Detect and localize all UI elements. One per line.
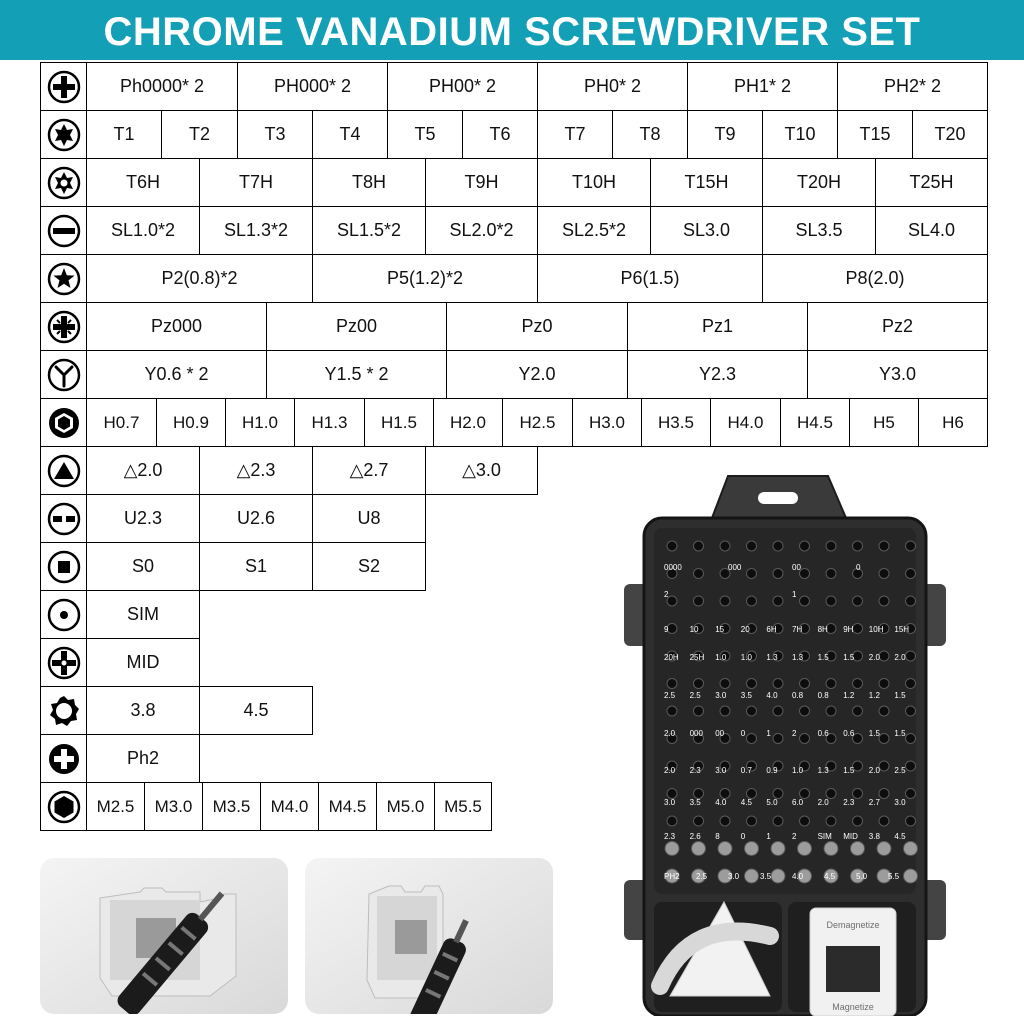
bit-size-cell: 3.8 — [86, 686, 200, 735]
case-bit — [800, 816, 810, 826]
bit-size-cell: Y1.5 * 2 — [266, 350, 447, 399]
bit-size-cell: SL1.3*2 — [199, 206, 313, 255]
bit-size-cell: H3.5 — [641, 398, 711, 447]
bit-size-cell: H1.5 — [364, 398, 434, 447]
screwdriver-case-photo — [620, 466, 950, 1016]
gear-socket-icon — [40, 686, 87, 735]
case-bit — [800, 541, 810, 551]
bit-size-cell: SL1.0*2 — [86, 206, 200, 255]
bit-size-cell: M4.0 — [260, 782, 319, 831]
case-bit — [667, 541, 677, 551]
triangle-icon — [40, 446, 87, 495]
case-bit-label: 2.5 — [894, 766, 906, 775]
magnetize-label: Magnetize — [832, 1002, 874, 1012]
case-bit-label: 3.8 — [868, 832, 880, 841]
case-bit-label: 1.2 — [868, 691, 880, 700]
case-bit — [906, 789, 916, 799]
case-bit — [906, 816, 916, 826]
case-bit-label: 00 — [715, 729, 725, 738]
case-bit — [879, 596, 889, 606]
torx-icon — [40, 110, 87, 159]
case-bit — [879, 651, 889, 661]
bit-size-cell: T9H — [425, 158, 538, 207]
case-bit-label: 0.6 — [817, 729, 829, 738]
bit-size-cell: H2.5 — [502, 398, 573, 447]
case-bit-label: 000 — [689, 729, 703, 738]
bit-size-cell: T6H — [86, 158, 200, 207]
case-bit — [906, 761, 916, 771]
case-bit — [826, 816, 836, 826]
case-bit — [906, 734, 916, 744]
case-bit-label: 2 — [792, 832, 797, 841]
pentalobe-icon — [40, 254, 87, 303]
u-shape-icon — [40, 494, 87, 543]
case-bit-label: 2.0 — [894, 653, 906, 662]
case-bit-label: 2.3 — [689, 766, 701, 775]
bit-size-cell: T1 — [86, 110, 162, 159]
case-bit-label: 10H — [868, 625, 884, 634]
bit-size-cell: T7 — [537, 110, 613, 159]
bit-size-cell: SL1.5*2 — [312, 206, 426, 255]
bit-size-cell: P2(0.8)*2 — [86, 254, 313, 303]
hex-socket-icon — [40, 782, 87, 831]
bit-size-cell: SL3.0 — [650, 206, 763, 255]
case-bit — [800, 679, 810, 689]
pozidriv-icon — [40, 302, 87, 351]
bit-size-cell: Pz00 — [266, 302, 447, 351]
case-bit — [720, 596, 730, 606]
case-bit — [667, 789, 677, 799]
bit-size-cell: P6(1.5) — [537, 254, 763, 303]
bit-size-cell: T5 — [387, 110, 463, 159]
case-bit-label: 15 — [715, 625, 725, 634]
case-bit — [800, 789, 810, 799]
case-bit-label: 2.0 — [817, 798, 829, 807]
case-bit — [853, 541, 863, 551]
case-bit-label: 4.5 — [824, 872, 836, 881]
case-bit-label: 4.0 — [766, 691, 778, 700]
case-bit-label: 3.5 — [740, 691, 752, 700]
case-bit — [800, 569, 810, 579]
page-title: CHROME VANADIUM SCREWDRIVER SET — [103, 10, 921, 54]
case-bit-label: 0 — [740, 832, 746, 841]
case-bit — [771, 869, 785, 883]
case-bit — [747, 679, 757, 689]
case-bit — [667, 624, 677, 634]
demagnetize-label: Demagnetize — [826, 920, 880, 930]
case-bit-label: 1.3 — [817, 766, 829, 775]
phillips-icon — [40, 62, 87, 111]
case-bit — [853, 816, 863, 826]
bit-size-cell: PH1* 2 — [687, 62, 838, 111]
bit-size-cell: △2.0 — [86, 446, 200, 495]
bit-size-cell: P5(1.2)*2 — [312, 254, 538, 303]
case-bit-label: 1.5 — [843, 653, 855, 662]
case-bit — [824, 842, 838, 856]
bit-size-cell: SL2.5*2 — [537, 206, 651, 255]
case-bit — [747, 569, 757, 579]
bit-size-cell: H6 — [918, 398, 988, 447]
case-bit-label: 4.0 — [792, 872, 804, 881]
case-bit-label: 5.0 — [856, 872, 868, 881]
bit-size-cell: M3.0 — [144, 782, 203, 831]
case-bit — [773, 734, 783, 744]
case-bit-label: 8H — [817, 625, 828, 634]
case-bit-label: 1 — [766, 729, 771, 738]
bit-size-cell: △2.7 — [312, 446, 426, 495]
bit-size-cell: H1.3 — [294, 398, 365, 447]
case-bit — [773, 706, 783, 716]
magnetizer-photo-1 — [40, 858, 288, 1014]
bit-size-cell: T2 — [161, 110, 238, 159]
mid-icon — [40, 638, 87, 687]
case-bit — [906, 569, 916, 579]
case-bit — [694, 541, 704, 551]
case-bit — [906, 651, 916, 661]
case-bit — [694, 569, 704, 579]
case-bit — [906, 541, 916, 551]
case-bit-label: SIM — [817, 832, 832, 841]
bit-size-cell: T25H — [875, 158, 988, 207]
case-bit — [906, 679, 916, 689]
case-bit-label: 20H — [664, 653, 679, 662]
case-bit — [879, 706, 889, 716]
case-bit — [798, 842, 812, 856]
case-bit-label: 0.8 — [792, 691, 804, 700]
case-bit-label: 0.7 — [740, 766, 752, 775]
case-bit — [853, 679, 863, 689]
case-bit — [694, 679, 704, 689]
case-bit — [773, 679, 783, 689]
case-bit-label: 9 — [664, 625, 669, 634]
case-bit-label: 2.3 — [664, 832, 676, 841]
case-bit-label: 1.3 — [766, 653, 778, 662]
case-bit-label: 1.0 — [715, 653, 727, 662]
bit-size-cell: △2.3 — [199, 446, 313, 495]
case-bit — [773, 789, 783, 799]
case-bit — [745, 869, 759, 883]
case-bit — [853, 596, 863, 606]
bit-size-cell: T15H — [650, 158, 763, 207]
case-bit — [692, 842, 706, 856]
case-bit — [747, 816, 757, 826]
bit-size-cell: H2.0 — [433, 398, 503, 447]
bit-size-cell: Y0.6 * 2 — [86, 350, 267, 399]
case-bit — [720, 679, 730, 689]
bit-size-cell: T20H — [762, 158, 876, 207]
hex-icon — [40, 398, 87, 447]
bit-size-cell: SL2.0*2 — [425, 206, 538, 255]
bit-size-cell: U8 — [312, 494, 426, 543]
case-bit-label: 3.0 — [715, 691, 727, 700]
case-bit-label: 2.7 — [868, 798, 880, 807]
case-bit-label: 3.5 — [689, 798, 701, 807]
case-bit — [826, 706, 836, 716]
bit-size-cell: SIM — [86, 590, 200, 639]
case-bit — [853, 789, 863, 799]
case-bit — [720, 789, 730, 799]
case-bit — [826, 679, 836, 689]
case-bit — [906, 596, 916, 606]
case-bit — [853, 624, 863, 634]
case-bit-label: 1.0 — [740, 653, 752, 662]
case-bit-label: 5.0 — [766, 798, 778, 807]
case-bit — [906, 706, 916, 716]
case-bit-label: 1.5 — [894, 729, 906, 738]
magnetizer-photo-2 — [305, 858, 553, 1014]
bit-size-cell: H4.5 — [780, 398, 850, 447]
bit-size-cell: M3.5 — [202, 782, 261, 831]
case-bit — [718, 842, 732, 856]
bit-size-cell: SL3.5 — [762, 206, 876, 255]
case-bit-label: 0.9 — [766, 766, 778, 775]
case-bit-label: 1.5 — [894, 691, 906, 700]
case-bit — [667, 679, 677, 689]
case-bit — [800, 706, 810, 716]
case-bit-label: 2.5 — [689, 691, 701, 700]
case-bit-label: PH2 — [664, 872, 680, 881]
case-bit-label: 10 — [689, 625, 699, 634]
case-bit — [720, 816, 730, 826]
case-bit — [879, 569, 889, 579]
case-bit — [853, 706, 863, 716]
case-bit — [720, 541, 730, 551]
case-bit-label: 3.0 — [664, 798, 676, 807]
bit-size-cell: Y2.0 — [446, 350, 628, 399]
bit-size-cell: Pz2 — [807, 302, 988, 351]
case-bit-label: 1.5 — [843, 766, 855, 775]
case-bit — [773, 541, 783, 551]
case-bit-label: 2.6 — [689, 832, 701, 841]
case-bit-label: 0.8 — [817, 691, 829, 700]
case-bit-label: 4.0 — [715, 798, 727, 807]
case-bit-label: 1.2 — [843, 691, 855, 700]
case-bit-label: 1.0 — [792, 766, 804, 775]
case-bit — [904, 869, 918, 883]
case-bit — [879, 761, 889, 771]
sim-pin-icon — [40, 590, 87, 639]
case-bit — [667, 706, 677, 716]
bit-size-cell: T10 — [762, 110, 838, 159]
case-bit — [904, 842, 918, 856]
case-bit-label: 2.0 — [868, 653, 880, 662]
case-bit-label: 0 — [856, 563, 861, 572]
case-bit-label: 00 — [792, 563, 801, 572]
bit-size-cell: Pz0 — [446, 302, 628, 351]
case-bit — [879, 789, 889, 799]
case-bit — [773, 596, 783, 606]
bit-size-cell: Y3.0 — [807, 350, 988, 399]
cross-socket-icon — [40, 734, 87, 783]
case-bit-label: 5.5 — [888, 872, 900, 881]
case-bit-label: 000 — [728, 563, 742, 572]
case-bit-label: 2.5 — [696, 872, 708, 881]
case-bit — [747, 541, 757, 551]
case-bit — [747, 706, 757, 716]
bit-size-cell: T10H — [537, 158, 651, 207]
case-bit — [694, 706, 704, 716]
bit-size-cell: U2.3 — [86, 494, 200, 543]
bit-size-cell: T6 — [462, 110, 538, 159]
case-bit-label: 3.0 — [728, 872, 740, 881]
bit-size-cell: H0.9 — [156, 398, 226, 447]
case-bit — [826, 569, 836, 579]
case-bit-label: 1 — [792, 590, 797, 599]
case-bit-label: 2.0 — [868, 766, 880, 775]
case-bit-label: 2 — [664, 590, 669, 599]
case-bit — [771, 842, 785, 856]
case-bit-label: 0000 — [664, 563, 682, 572]
case-bit-label: 6.0 — [792, 798, 804, 807]
case-bit-label: 4.5 — [740, 798, 752, 807]
case-bit-label: 2.0 — [664, 729, 676, 738]
bit-size-cell: H3.0 — [572, 398, 642, 447]
bit-size-cell: M5.0 — [376, 782, 435, 831]
case-bit-label: 1 — [766, 832, 771, 841]
bit-size-cell: Pz1 — [627, 302, 808, 351]
case-bit — [745, 842, 759, 856]
case-bit — [773, 816, 783, 826]
case-bit — [667, 816, 677, 826]
case-bit-label: 2 — [792, 729, 797, 738]
case-bit — [747, 596, 757, 606]
case-bit-label: 25H — [689, 653, 705, 662]
case-bit — [879, 541, 889, 551]
bit-size-cell: MID — [86, 638, 200, 687]
bit-size-cell: M4.5 — [318, 782, 377, 831]
case-bit — [826, 541, 836, 551]
case-bit-label: 15H — [894, 625, 910, 634]
bit-size-cell: PH2* 2 — [837, 62, 988, 111]
slotted-icon — [40, 206, 87, 255]
case-bit-label: 3.0 — [894, 798, 906, 807]
bit-size-cell: M5.5 — [434, 782, 492, 831]
case-bit-label: 2.3 — [843, 798, 855, 807]
bit-size-cell: PH0* 2 — [537, 62, 688, 111]
bit-size-cell: T7H — [199, 158, 313, 207]
case-bit-label: 3.0 — [715, 766, 727, 775]
bit-size-cell: T9 — [687, 110, 763, 159]
case-bit-label: 4.5 — [894, 832, 906, 841]
bit-size-cell: PH000* 2 — [237, 62, 388, 111]
bit-size-cell: T8 — [612, 110, 688, 159]
case-bit — [879, 734, 889, 744]
case-bit-label: 1.5 — [868, 729, 880, 738]
case-bit — [694, 816, 704, 826]
case-bit — [747, 734, 757, 744]
case-bit — [747, 789, 757, 799]
case-bit — [877, 842, 891, 856]
case-bit-label: 6H — [766, 625, 777, 634]
case-bit-label: 2.5 — [664, 691, 676, 700]
case-bit-label: MID — [843, 832, 858, 841]
bit-size-cell: H5 — [849, 398, 919, 447]
bit-size-cell: Pz000 — [86, 302, 267, 351]
bit-size-cell: P8(2.0) — [762, 254, 988, 303]
case-bit-label: 1.3 — [792, 653, 804, 662]
case-bit — [800, 596, 810, 606]
bit-size-cell: PH00* 2 — [387, 62, 538, 111]
bit-size-cell: S0 — [86, 542, 200, 591]
case-bit-label: 1.5 — [817, 653, 829, 662]
bit-size-cell: H0.7 — [86, 398, 157, 447]
bit-size-cell: 4.5 — [199, 686, 313, 735]
bit-size-cell: T8H — [312, 158, 426, 207]
bit-size-cell: S2 — [312, 542, 426, 591]
case-bit-label: 9H — [843, 625, 854, 634]
case-bit-label: 0 — [740, 729, 746, 738]
case-bit — [826, 596, 836, 606]
case-bit — [879, 816, 889, 826]
bit-size-cell: T3 — [237, 110, 313, 159]
bit-size-cell: H1.0 — [225, 398, 295, 447]
case-bit-label: 20 — [740, 625, 750, 634]
case-bit — [773, 569, 783, 579]
tri-wing-icon — [40, 350, 87, 399]
bit-size-cell: SL4.0 — [875, 206, 988, 255]
bit-size-cell: Ph2 — [86, 734, 200, 783]
bit-size-cell: M2.5 — [86, 782, 145, 831]
bit-size-cell: T20 — [912, 110, 988, 159]
case-bit — [694, 596, 704, 606]
case-bit-label: 0.6 — [843, 729, 855, 738]
case-bit-label: 7H — [792, 625, 803, 634]
case-bit — [720, 706, 730, 716]
case-bit — [826, 789, 836, 799]
bit-size-cell: Ph0000* 2 — [86, 62, 238, 111]
bit-size-cell: T15 — [837, 110, 913, 159]
case-bit — [851, 842, 865, 856]
square-icon — [40, 542, 87, 591]
bit-size-cell: H4.0 — [710, 398, 781, 447]
bit-size-cell: U2.6 — [199, 494, 313, 543]
case-bit — [667, 596, 677, 606]
case-bit — [800, 734, 810, 744]
bit-size-cell: S1 — [199, 542, 313, 591]
case-bit — [694, 789, 704, 799]
bit-size-cell: T4 — [312, 110, 388, 159]
case-bit-label: 3.5 — [760, 872, 772, 881]
bit-size-cell: Y2.3 — [627, 350, 808, 399]
torx-hollow-icon — [40, 158, 87, 207]
case-bit — [879, 679, 889, 689]
case-bit-label: 2.0 — [664, 766, 676, 775]
bit-size-cell: △3.0 — [425, 446, 538, 495]
case-bit-label: 8 — [715, 832, 720, 841]
case-bit — [665, 842, 679, 856]
